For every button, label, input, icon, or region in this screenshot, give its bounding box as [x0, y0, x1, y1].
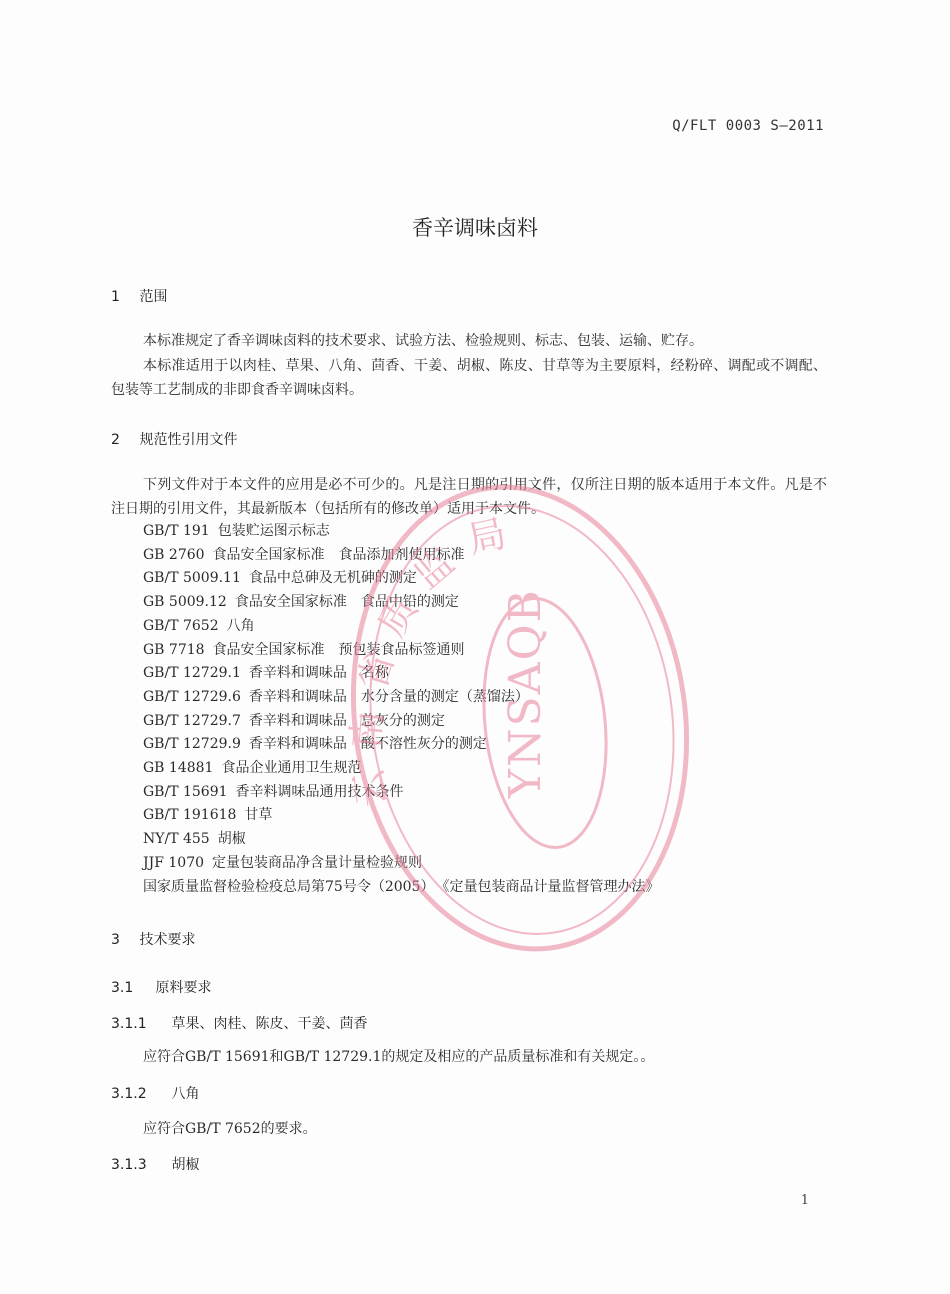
reference-name: 包装贮运图示标志 — [217, 523, 330, 539]
document-title: 香辛调味卤料 — [412, 216, 538, 240]
reference-name: 香辛料和调味品 名称 — [248, 665, 389, 682]
section-3-heading — [111, 929, 195, 949]
section-title: 原料要求 — [155, 980, 212, 996]
reference-item — [143, 615, 659, 639]
reference-name: 八角 — [226, 617, 255, 634]
section-3-1-heading — [111, 977, 211, 997]
reference-name: 《定量包装商品计量监督管理办法》 — [442, 878, 660, 895]
section-title: 规范性引用文件 — [139, 432, 238, 448]
reference-item — [143, 757, 659, 781]
reference-code: 国家质量监督检验检疫总局第75号令（2005） — [143, 878, 435, 895]
reference-code: GB/T 7652 — [143, 617, 219, 634]
reference-item — [143, 733, 659, 757]
stamp-outer-text: 云南省质监局 — [343, 507, 528, 810]
section-number: 3.1.3 — [111, 1157, 147, 1173]
standard-code: Q/FLT 0003 S—2011 — [672, 118, 824, 134]
reference-name: 香辛料调味品通用技术条件 — [235, 783, 404, 800]
section-2-heading — [111, 429, 237, 449]
section-3-1-1-text: 应符合GB/T 15691和GB/T 12729.1的规定及相应的产品质量标准和有关规定。。 — [143, 1049, 655, 1065]
scope-paragraph-1: 本标准规定了香辛调味卤料的技术要求、试验方法、检验规则、标志、包装、运输、贮存。 — [143, 333, 703, 349]
reference-code: GB/T 12729.6 — [143, 688, 241, 705]
stamp-inner-text: YNSAQB — [500, 588, 551, 798]
reference-name: 胡椒 — [217, 831, 246, 848]
reference-name: 香辛料和调味品 酸不溶性灰分的测定 — [248, 736, 487, 753]
reference-name: 食品安全国家标准 食品中铅的测定 — [234, 594, 459, 611]
section-number: 1 — [111, 289, 120, 305]
reference-code: GB 14881 — [143, 760, 214, 777]
reference-code: GB/T 12729.9 — [143, 736, 241, 753]
reference-code: GB/T 15691 — [143, 783, 228, 800]
reference-code: GB 2760 — [143, 546, 205, 563]
section-3-1-1-heading — [111, 1013, 367, 1033]
reference-code: NY/T 455 — [143, 831, 210, 848]
section-title: 八角 — [171, 1086, 200, 1102]
section-title: 技术要求 — [139, 932, 196, 948]
section-title: 范围 — [139, 289, 168, 305]
reference-code: GB/T 5009.11 — [143, 570, 241, 587]
reference-item — [143, 852, 659, 876]
reference-name: 食品安全国家标准 食品添加剂使用标准 — [212, 546, 465, 563]
reference-item — [143, 686, 659, 710]
section-title: 胡椒 — [171, 1157, 200, 1173]
reference-name: 香辛料和调味品 水分含量的测定（蒸馏法） — [248, 688, 529, 705]
reference-item — [143, 781, 659, 805]
reference-item — [143, 876, 659, 900]
reference-item — [143, 804, 659, 828]
section-number: 3 — [111, 932, 120, 948]
reference-item — [143, 828, 659, 852]
references-intro: 下列文件对于本文件的应用是必不可少的。凡是注日期的引用文件，仅所注日期的版本适用于本文件。凡是不注日期的引用文件，其最新版本（包括所有的修改单）适用于本文件。 — [111, 477, 827, 517]
reference-item — [143, 520, 659, 544]
reference-name: 食品企业通用卫生规范 — [221, 760, 362, 777]
reference-item — [143, 567, 659, 591]
reference-item — [143, 662, 659, 686]
section-3-1-3-heading — [111, 1154, 199, 1174]
section-3-1-2-heading — [111, 1083, 199, 1103]
section-number: 3.1.1 — [111, 1016, 147, 1032]
reference-name: 定量包装商品净含量计量检验规则 — [212, 854, 423, 871]
reference-name: 食品安全国家标准 预包装食品标签通则 — [212, 641, 465, 658]
reference-code: GB/T 191 — [143, 523, 210, 539]
scope-paragraph-2: 本标准适用于以肉桂、草果、八角、茴香、干姜、胡椒、陈皮、甘草等为主要原料，经粉碎、调配或不调配、包装等工艺制成的非即食香辛调味卤料。 — [111, 358, 827, 398]
reference-item — [143, 544, 659, 568]
reference-code: GB 7718 — [143, 641, 205, 658]
section-title: 草果、肉桂、陈皮、干姜、茴香 — [171, 1016, 368, 1032]
section-number: 2 — [111, 432, 120, 448]
section-3-1-2-text: 应符合GB/T 7652的要求。 — [143, 1121, 317, 1137]
page-number: 1 — [800, 1193, 809, 1208]
section-number: 3.1 — [111, 980, 134, 996]
reference-name: 甘草 — [244, 807, 273, 824]
reference-item — [143, 591, 659, 615]
reference-list — [143, 520, 659, 899]
reference-code: GB/T 191618 — [143, 807, 237, 824]
reference-name: 食品中总砷及无机砷的测定 — [248, 570, 417, 587]
reference-item — [143, 639, 659, 663]
section-1-heading — [111, 286, 167, 306]
reference-item — [143, 710, 659, 734]
reference-code: GB/T 12729.7 — [143, 712, 241, 729]
reference-code: GB 5009.12 — [143, 594, 227, 611]
reference-code: GB/T 12729.1 — [143, 665, 241, 682]
section-number: 3.1.2 — [111, 1086, 147, 1102]
reference-name: 香辛料和调味品 总灰分的测定 — [248, 712, 445, 729]
reference-code: JJF 1070 — [143, 854, 205, 871]
